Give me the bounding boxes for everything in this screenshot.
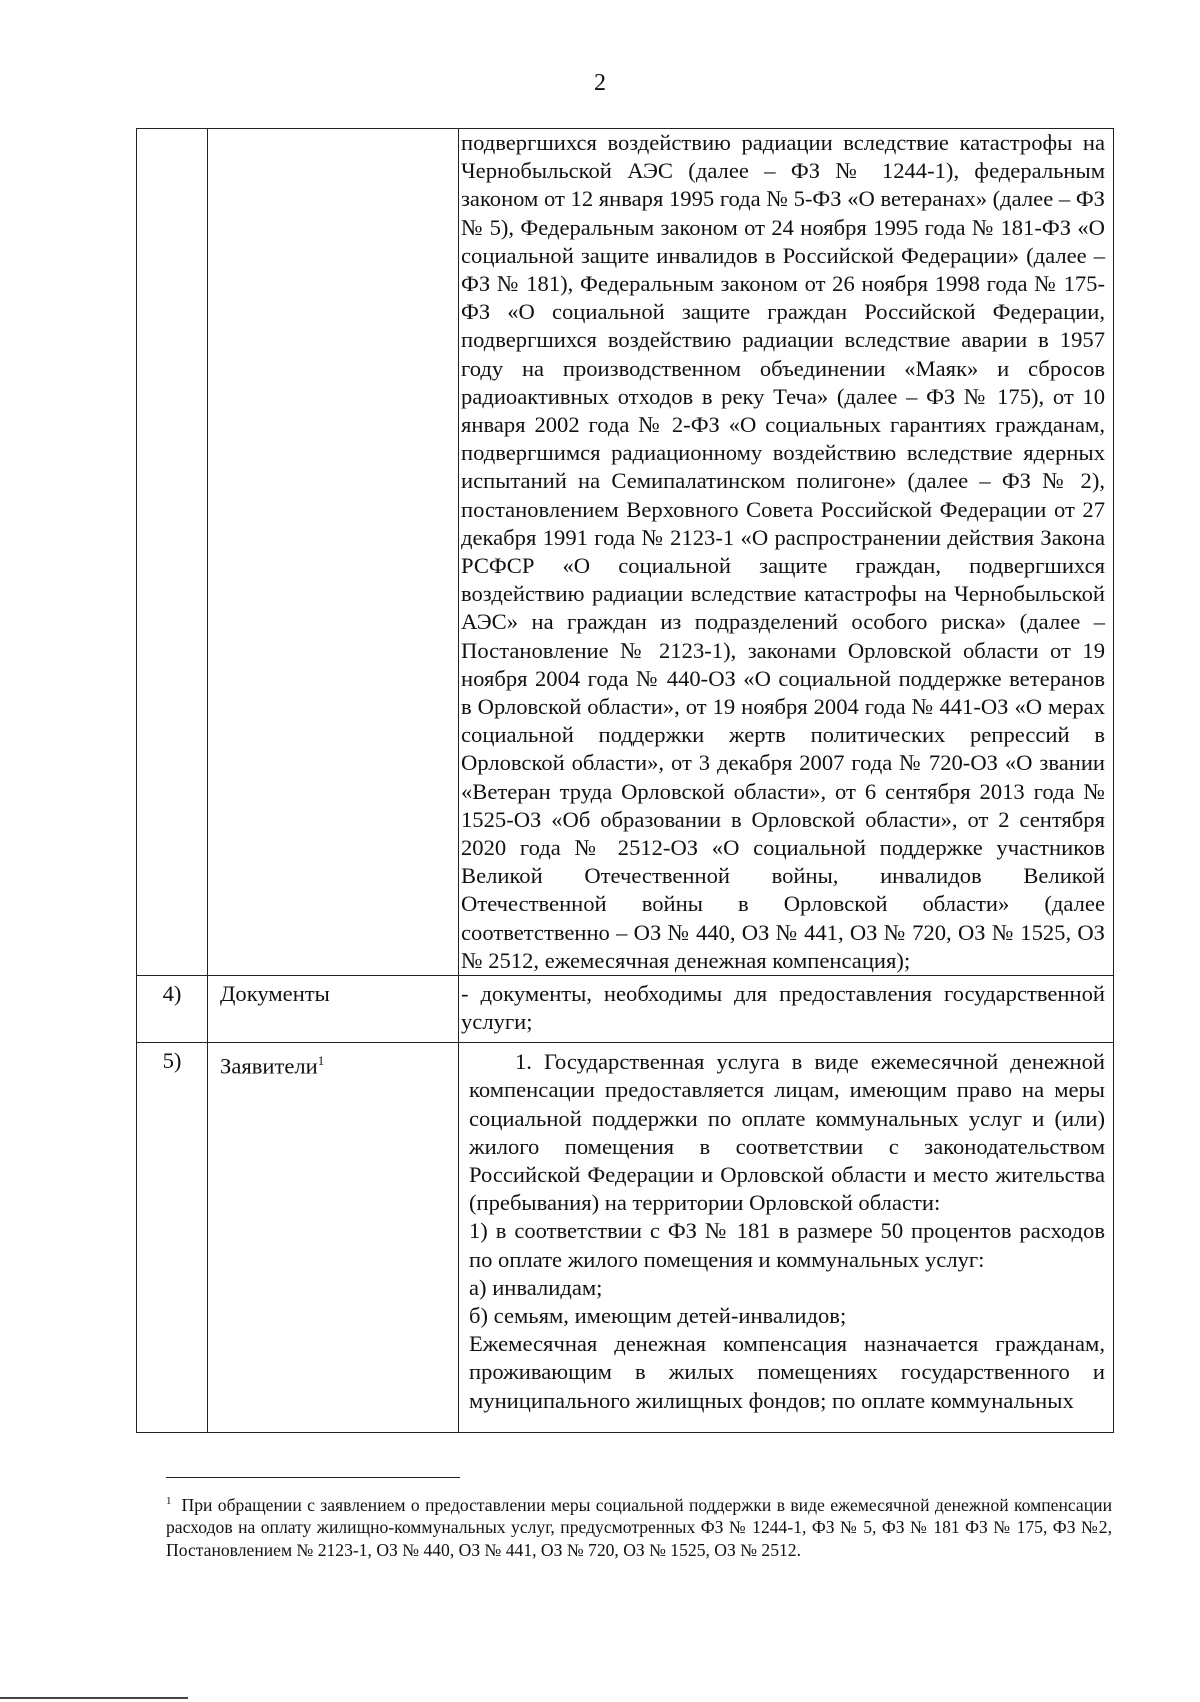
row-name-cell: [208, 129, 459, 976]
applicants-text: [459, 1043, 1114, 1433]
applicants-paragraph: а) инвалидам;: [469, 1274, 603, 1300]
page-number: 2: [594, 70, 606, 96]
footnote: [166, 1490, 1112, 1561]
applicants-paragraph: 1) в соответствии с ФЗ № 181 в размере 50 процентов расходов по оплате жилого помещения и коммунальных услуг:: [469, 1218, 1105, 1272]
applicants-paragraph: Ежемесячная денежная компенсация назначается гражданам, проживающим в жилых помещениях государственного и муниципального жилищных фондов; по оплате коммунальных: [469, 1331, 1105, 1413]
footnote-mark: 1: [166, 1495, 172, 1507]
continuation-text: подвергшихся воздействию радиации вследствие катастрофы на Чернобыльской АЭС (далее – ФЗ № 1244-1), федеральным законом от 12 января 1995 года № 5-ФЗ «О ветеранах» (далее – ФЗ № 5), Федеральным законом от 24 ноября 1995 года № 181-ФЗ «О социальной защите инвалидов в Российской Федерации» (далее – ФЗ № 181), Федеральным законом от 26 ноября 1998 года № 175-ФЗ «О социальной защите граждан Российской Федерации, подвергшихся воздействию радиации вследствие аварии в 1957 году на производственном объединении «Маяк» и сбросов радиоактивных отходов в реку Теча» (далее – ФЗ № 175), от 10 января 2002 года № 2-ФЗ «О социальных гарантиях гражданам, подвергшимся радиационному воздействию вследствие ядерных испытаний на Семипалатинском полигоне» (далее – ФЗ № 2), постановлением Верховного Совета Российской Федерации от 27 декабря 1991 года № 2123-1 «О распространении действия Закона РСФСР «О социальной защите граждан, подвергшихся воздействию радиации вследствие катастрофы на Чернобыльской АЭС» на граждан из подразделений особого риска» (далее – Постановление № 2123-1), законами Орловской области от 19 ноября 2004 года № 440-ОЗ «О социальной поддержке ветеранов в Орловской области», от 19 ноября 2004 года № 441-ОЗ «О мерах социальной поддержки жертв политических репрессий в Орловской области», от 3 декабря 2007 года № 720-ОЗ «О звании «Ветеран труда Орловской области», от 6 сентября 2013 года № 1525-ОЗ «Об образовании в Орловской области», от 2 сентября 2020 года № 2512-ОЗ «О социальной поддержке участников Великой Отечественной войны, инвалидов Великой Отечественной войны в Орловской области» (далее соответственно – ОЗ № 440, ОЗ № 441, ОЗ № 720, ОЗ № 1525, ОЗ № 2512, ежемесячная денежная компенсация);: [459, 129, 1114, 976]
footnote-separator: [166, 1477, 460, 1478]
applicants-paragraph: б) семьям, имеющим детей-инвалидов;: [469, 1302, 847, 1328]
table-row: [137, 1043, 1114, 1433]
row-name: Заявители: [220, 1053, 318, 1079]
footnote-text: При обращении с заявлением о предоставлении меры социальной поддержки в виде ежемесячной денежной компенсации расходов на оплату жилищно-коммунальных услуг, предусмотренных ФЗ № 1244-1, ФЗ № 5, ФЗ № 181 ФЗ № 175, ФЗ №2, Постановлением № 2123-1, ОЗ № 440, ОЗ № 441, ОЗ № 720, ОЗ № 1525, ОЗ № 2512.: [166, 1494, 1112, 1560]
table-row: [137, 976, 1114, 1043]
row-name-cell: [208, 1043, 459, 1433]
table-row: [137, 129, 1114, 976]
services-table: [136, 128, 1114, 1433]
row-number-cell: [137, 129, 208, 976]
row-text: - документы, необходимы для предоставления государственной услуги;: [459, 976, 1114, 1043]
footnote-reference: 1: [317, 1053, 325, 1069]
applicants-paragraph: 1. Государственная услуга в виде ежемесячной денежной компенсации предоставляется лицам, имеющим право на меры социальной поддержки по оплате коммунальных услуг и (или) жилого помещения в соответствии с законодательством Российской Федерации и Орловской области и место жительства (пребывания) на территории Орловской области:: [469, 1049, 1105, 1216]
row-name: Документы: [208, 976, 459, 1043]
scan-edge-line: [0, 1697, 188, 1699]
row-number: 4): [137, 976, 208, 1043]
row-number: 5): [137, 1043, 208, 1433]
